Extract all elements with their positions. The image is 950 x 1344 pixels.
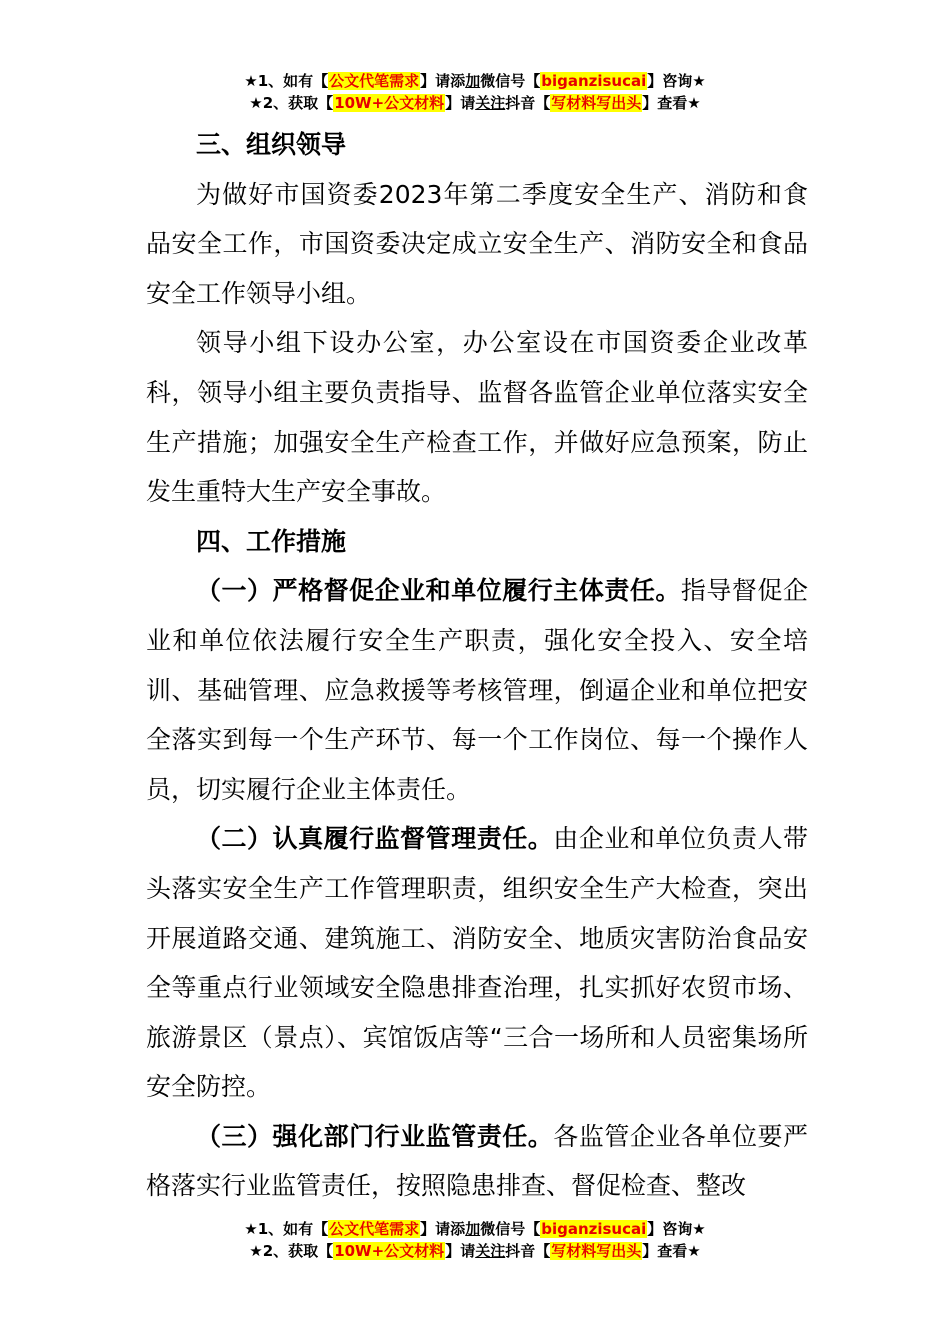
banner-text: 】请添 [420,1220,466,1238]
section-heading-organization: 三、组织领导 [196,130,347,159]
banner-line-2 [0,92,950,114]
banner-text: 抖音【 [505,94,551,112]
banner-highlight: 10W+公文材料 [334,94,445,112]
banner-underline: 加 [465,72,481,90]
banner-highlight: 公文代笔需求 [329,72,420,90]
banner-highlight: biganzisucai [541,72,647,90]
banner-text: 】查看★ [642,94,701,112]
banner-underline: 关注 [475,94,506,112]
banner-underline: 关注 [475,1242,506,1260]
section-heading-measures: 四、工作措施 [196,526,347,556]
measure-paragraph [146,1112,808,1211]
measure-paragraph [146,814,808,1112]
banner-highlight: 10W+公文材料 [334,1242,445,1260]
banner-text: ★2、获取【 [249,94,334,112]
measure-text: 指导督促企业和单位依法履行安全生产职责，强化安全投入、安全培训、基础管理、应急救援等考核管理，倒逼企业和单位把安全落实到每一个生产环节、每一个工作岗位、每一个操作人员，切实履行企业主体责任。 [146,576,808,804]
banner-text: 】请 [445,94,476,112]
banner-highlight: 写材料写出头 [551,1242,642,1260]
measure-text: 由企业和单位负责人带头落实安全生产工作管理职责，组织安全生产大检查，突出开展道路交通、建筑施工、消防安全、地质灾害防治食品安全等重点行业领域安全隐患排查治理，扎实抓好农贸市场、旅游景区（景点）、宾馆饭店等“三合一场所和人员密集场所安全防控。 [146,824,808,1102]
header-banner [0,70,950,114]
measure-lead: （一）严格督促企业和单位履行主体责任。 [196,576,681,606]
banner-text: 】咨询★ [647,1220,706,1238]
banner-line-1 [0,1218,950,1240]
banner-line-2 [0,1240,950,1262]
paragraph: 领导小组下设办公室，办公室设在市国资委企业改革科，领导小组主要负责指导、监督各监管企业单位落实安全生产措施；加强安全生产检查工作，并做好应急预案，防止发生重特大生产安全事故。 [146,328,808,507]
banner-highlight: biganzisucai [541,1220,647,1238]
measure-paragraph [146,566,808,814]
footer-banner [0,1218,950,1262]
banner-text: ★2、获取【 [249,1242,334,1260]
banner-highlight: 公文代笔需求 [329,1220,420,1238]
banner-underline: 加 [465,1220,481,1238]
banner-text: 】请 [445,1242,476,1260]
banner-text: ★1、如有【 [244,1220,329,1238]
measure-text: 各监管企业各单位要严格落实行业监管责任，按照隐患排查、督促检查、整改 [146,1121,808,1201]
banner-text: 】请添 [420,72,466,90]
banner-text: 】咨询★ [647,72,706,90]
measure-lead: （三）强化部门行业监管责任。 [196,1121,554,1151]
paragraph: 为做好市国资委2023年第二季度安全生产、消防和食品安全工作，市国资委决定成立安全生产、消防安全和食品安全工作领导小组。 [146,179,808,308]
banner-text: 】查看★ [642,1242,701,1260]
banner-text: 抖音【 [505,1242,551,1260]
measure-lead: （二）认真履行监督管理责任。 [196,824,554,854]
banner-text: 微信号【 [480,1220,541,1238]
banner-text: 微信号【 [480,72,541,90]
document-body [146,120,808,1211]
banner-highlight: 写材料写出头 [551,94,642,112]
banner-text: ★1、如有【 [244,72,329,90]
banner-line-1 [0,70,950,92]
